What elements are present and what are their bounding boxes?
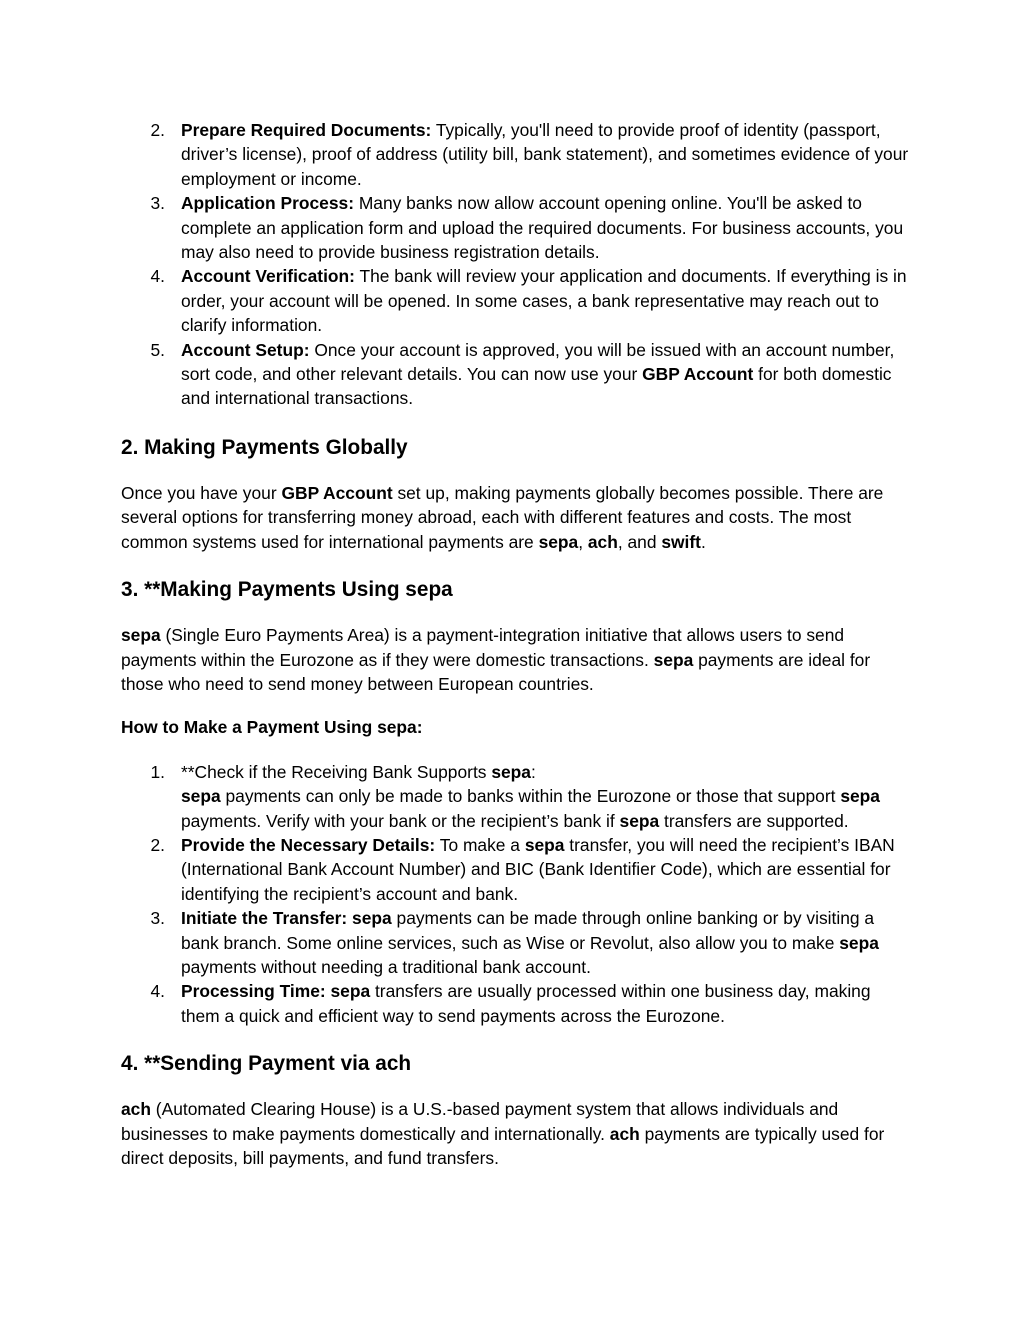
bold-run: swift xyxy=(661,531,701,552)
list-number: 3. xyxy=(150,908,165,929)
bold-run: sepa xyxy=(619,810,660,831)
item-text: Typically, you'll need to provide proof of identity (passport, driver’s license), proof of address (utility bill, bank statement), and sometimes evidence of your employment or income. xyxy=(181,120,909,189)
subheading xyxy=(121,715,911,739)
bold-run: sepa xyxy=(538,531,579,552)
bold-run: sepa xyxy=(653,649,694,670)
item-text: Once your account is approved, you will be issued with an account number, sort code, and other relevant details. You can now use your xyxy=(181,339,895,385)
list-number: 4. xyxy=(150,981,165,1002)
section-paragraph xyxy=(121,623,911,696)
document-page xyxy=(121,118,911,1170)
list-item xyxy=(121,191,911,264)
text-run: , xyxy=(578,531,588,552)
list-item xyxy=(121,833,911,906)
item-text: for both domestic and international transactions. xyxy=(181,364,892,409)
list-item xyxy=(121,264,911,337)
text-run: set up, making payments globally becomes possible. There are several options for transferring money abroad, each with different features and costs. The most common systems used for international payments are xyxy=(121,482,884,552)
text-run: **Check if the Receiving Bank Supports xyxy=(181,761,492,782)
bold-run: sepa xyxy=(181,786,221,807)
text-run: : xyxy=(530,761,536,782)
text-run: , and xyxy=(617,531,662,552)
item-lead: Provide the Necessary Details: xyxy=(181,834,436,855)
section-heading: 4. **Sending Payment via ach xyxy=(121,1052,412,1076)
item-lead: Application Process: xyxy=(181,193,354,214)
list-item xyxy=(121,118,911,191)
list-number: 4. xyxy=(150,266,165,287)
bold-run: GBP Account xyxy=(281,482,393,503)
text-run: (Single Euro Payments Area) is a payment-integration initiative that allows users to send payments within the Eurozone as if they were domestic transactions. xyxy=(121,625,845,670)
text-run: payments can be made through online banking or by visiting a bank branch. Some online services, such as Wise or Revolut, also allow you to make xyxy=(181,908,875,953)
text-run: transfers are usually processed within one business day, making them a quick and efficient way to send payments across the Eurozone. xyxy=(181,981,871,1026)
text-run: payments without needing a traditional bank account. xyxy=(181,956,591,977)
text-run: (Automated Clearing House) is a U.S.-based payment system that allows individuals and businesses to make payments domestically and internationally. xyxy=(121,1099,839,1144)
list-item xyxy=(121,338,911,411)
item-lead: Processing Time: sepa xyxy=(181,981,371,1002)
list-item xyxy=(121,760,911,833)
item-text: The bank will review your application and documents. If everything is in order, your account will be opened. In some cases, a bank representative may reach out to clarify information. xyxy=(181,266,907,336)
text-run: . xyxy=(700,531,706,552)
item-lead: Account Setup: xyxy=(181,339,310,360)
text-run: Once you have your xyxy=(121,482,282,503)
text-run: To make a xyxy=(435,834,525,855)
list-number: 2. xyxy=(150,120,165,140)
bold-run: sepa xyxy=(491,761,531,782)
list-item xyxy=(121,906,911,979)
bold-run: sepa xyxy=(839,932,879,953)
section-heading: 3. **Making Payments Using sepa xyxy=(121,578,453,602)
item-lead: Account Verification: xyxy=(181,266,355,287)
text-run: payments. Verify with your bank or the recipient’s bank if xyxy=(181,810,620,831)
list-item xyxy=(121,979,911,1028)
text-run: payments can only be made to banks within the Eurozone or those that support xyxy=(220,786,841,807)
bold-run: sepa xyxy=(840,786,880,807)
bold-run: sepa xyxy=(121,625,161,646)
list-number: 5. xyxy=(150,339,165,360)
item-bold: GBP Account xyxy=(642,364,754,385)
item-lead: Prepare Required Documents: xyxy=(181,120,432,140)
sepa-steps-list xyxy=(121,760,911,1028)
bold-run: ach xyxy=(609,1123,640,1144)
section-paragraph xyxy=(121,481,911,554)
list-number: 1. xyxy=(150,761,165,782)
bold-run: ach xyxy=(587,531,618,552)
item-lead: Initiate the Transfer: sepa xyxy=(181,908,392,929)
text-run: transfers are supported. xyxy=(659,810,849,831)
bold-run: ach xyxy=(121,1099,151,1120)
item-text: Many banks now allow account opening online. You'll be asked to complete an application form and upload the required documents. For business accounts, you may also need to provide business registration details. xyxy=(181,193,904,263)
text-run: transfer, you will need the recipient’s IBAN (International Bank Account Number) and BIC (Bank Identifier Code), which are essential for identifying the recipient’s account and bank. xyxy=(181,834,895,904)
account-steps-list xyxy=(121,118,911,411)
text-run: payments are typically used for direct deposits, bill payments, and fund transfers. xyxy=(121,1123,885,1168)
list-number: 2. xyxy=(150,834,165,855)
section-paragraph xyxy=(121,1097,911,1170)
section-heading: 2. Making Payments Globally xyxy=(121,435,408,459)
list-number: 3. xyxy=(150,193,165,214)
bold-run: sepa xyxy=(524,834,565,855)
subheading-text: How to Make a Payment Using sepa: xyxy=(121,717,423,738)
text-run: payments are ideal for those who need to send money between European countries. xyxy=(121,649,871,694)
